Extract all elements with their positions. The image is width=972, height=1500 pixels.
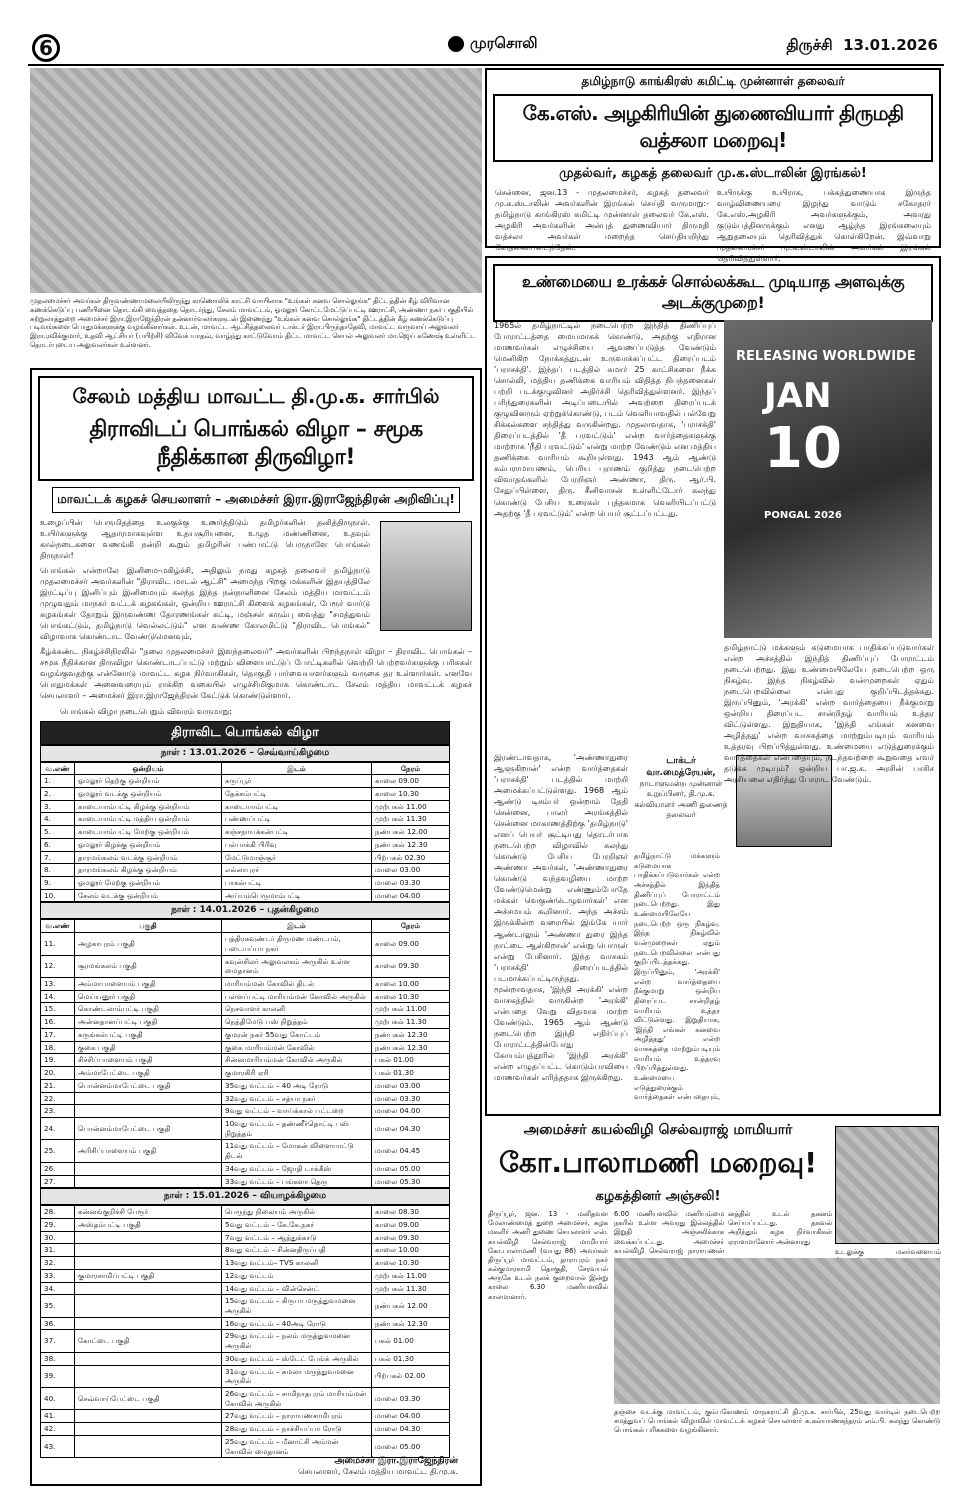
- table-cell: மாலை 05.00: [372, 1435, 450, 1457]
- table-cell: 38.: [41, 1352, 75, 1365]
- doctor-info: [632, 755, 730, 820]
- table-cell: முற்பகல் 11.30: [372, 1282, 450, 1295]
- table-cell: 41.: [41, 1410, 75, 1423]
- salem-intro: [32, 517, 480, 717]
- table-cell: 25வது வட்டம் – மீனாட்சி அம்மன் கோவில் மைதானம்: [222, 1435, 372, 1457]
- masthead: [28, 30, 944, 66]
- table-cell: [75, 1435, 222, 1457]
- table-cell: 14.: [41, 990, 75, 1003]
- salem-paragraph2: பொங்கல் என்றாலே இனிமை-மகிழ்ச்சி, அதிலும் நமது கழகத் தலைவர் தமிழ்நாடு முதலமைச்சர் அவர்களின் "திராவிட மாடல் ஆட்சி" அமைந்த பிறகு மக்களின் இதயத்திலே இரட்டிப்பு இனிப்பும் இனிமையும் கலந்த இந்த நன்நாளினை சேலம் மத்திய மாவட்டம் முழுவதும் மாநகர் வட்டக் கழகங்கள், ஒன்றிய ஊராட்சி கிளைக் கழகங்கள், பேரூர் வார்டு கழகங்கள் தோறும் இருவண்ண தோரணங்கள் கட்டி, மஞ்சள் கரும்பு வைத்து "சமத்துவம் பொங்கட்டும், தமிழ்நாடு வெல்லட்டும்" என வண்ண கோலமிட்டு "திராவிட பொங்கல்" விழாவாக கொண்டாட வேண்டுமெனவும்,: [40, 566, 370, 642]
- table-cell: நண்பகல் 12.30: [372, 838, 450, 851]
- table-cell: குமாரகிரி ஏரி: [222, 1067, 372, 1080]
- table-cell: [75, 1162, 222, 1175]
- table-cell: 13வது வட்டம்– TVS காலனி: [222, 1257, 372, 1270]
- table-row: [41, 1117, 450, 1139]
- table-cell: முற்பகல் 11.00: [372, 800, 450, 813]
- table-cell: 29வது வட்டம் – நலம் மருத்துவமனை அருகில்: [222, 1330, 372, 1352]
- table-row: [41, 1028, 450, 1041]
- parasakthi-col-mid: தமிழ்நாட்டு மக்களும் கடுமையாக பாதிக்கப்படுவார்கள் என்ற அச்சத்தில் இந்தித் திணிப்புப் போராட்டம் நடைபெற்றது. இது உண்மையிலேயே நடைபெற்ற ஒரு நிகழ்வு. இந்த நிகழ்வில் வன்முறைகள் ஏதும் நடைபெறவில்லை என்பது குறிப்பிடத்தக்கது. இருப்பினும், 'அரக்கி' என்ற வார்த்தையை நீக்குமாறு ஒன்றிய திரைப்பட சான்றிதழ் வாரியம் உத்தர விட்டுள்ளது. இறுதியாக, 'இந்தி எங்கள் கனவை அழித்தது' என்ற வாசகத்தை மாற்றும்படியும் வாரியம் உத்தரவு பிறப்பித்துள்ளது. உண்மையை எடுத்துரைக்கும் வார்த்தைகள் என்பதையும்,: [634, 852, 720, 1102]
- doctor-name: வா.மைத்ரேயன்,: [646, 768, 716, 779]
- table-cell: 28வது வட்டம் – நாச்சியப்பா ரோடு: [222, 1423, 372, 1436]
- congress-title: கே.எஸ். அழகிரியின் துணைவியார் திருமதி வத்சலா மறைவு!: [493, 94, 933, 162]
- table-cell: 16.: [41, 1016, 75, 1029]
- salem-paragraph3: கீழ்க்கண்ட நிகழ்ச்சிநிரலில் "தலை முதலமைச்சர் இளந்தலைவர்" அவர்களின் பிறந்தநாள் விழா – திராவிட பொங்கல் – சமூக நீதிக்கான திருவிழா கொண்டாடப்பட்டு மற்றும் விளையாட்டுப் போட்டிகளில் வெற்றி பெற்றவர்களுக்கு பரிசுகள் வழங்குவதற்கு என்னோடு மாவட்ட கழக நிர்வாகிகள், தொகுதி பார்வையாளர்களும் வருகை தர உள்ளார்கள். எனவே பொதுமக்கள் அனைவரையும் ராக்கிற வகையில் எழுச்சிமிகுமாக கொண்டாட சேலம் மத்திய மாவட்டக் கழகச் செயலாளர் – அமைச்சர் இரா.இராஜேந்திரன் கேட்டுக் கொண்டுள்ளார்.: [40, 647, 472, 701]
- salem-heading2: திராவிடப் பொங்கல் விழா – சமூக நீதிக்கான திருவிழா!: [89, 417, 423, 470]
- table-cell: செவ்வாய்பேட்டை பகுதி: [75, 1388, 222, 1410]
- table-cell: 39.: [41, 1365, 75, 1387]
- table-cell: 9வது வட்டம் – வாய்க்கால் பட்டறை: [222, 1105, 372, 1118]
- table-cell: பண்ணப்பட்டி: [222, 813, 372, 826]
- table-cell: முற்பகல் 11.00: [372, 1003, 450, 1016]
- table-cell: குமாரசாமிப்பட்டி பகுதி: [75, 1269, 222, 1282]
- table-cell: சூரமங்கலம் பகுதி: [75, 955, 222, 977]
- table-row: [41, 889, 450, 902]
- table-cell: சேலம் வடக்கு ஒன்றியம்: [75, 889, 222, 902]
- schedule-header-row: [41, 920, 450, 933]
- schedule-day-label: நாள் : 13.01.2026 – செவ்வாய்கிழமை: [40, 745, 450, 762]
- table-cell: கன்னங்குறிச்சி பேரூர்: [75, 1206, 222, 1219]
- table-cell: 14வது வட்டம் – வின்சென்ட்: [222, 1282, 372, 1295]
- table-cell: நண்பகல் 12.30: [372, 1041, 450, 1054]
- table-cell: காலை 09.00: [372, 933, 450, 955]
- table-cell: 11.: [41, 933, 75, 955]
- table-cell: பகல் 01.00: [372, 1330, 450, 1352]
- obituary-col3: னத்தில் உடல் தகனம் செய்யப்பட்டது. தகவல் அறிந்தும் கழக நிர்வாகிகள் ஏராளமானோர் அன்னாரது: [728, 1210, 832, 1246]
- schedule-header-cell: வ.எண்: [41, 762, 75, 775]
- table-cell: 37.: [41, 1330, 75, 1352]
- table-cell: சின்னமாரியம்மன் கோவில் அருகில்: [222, 1054, 372, 1067]
- table-cell: மாலை 04.00: [372, 889, 450, 902]
- table-cell: கருங்கல்பட்டி பகுதி: [75, 1028, 222, 1041]
- table-cell: 32.: [41, 1257, 75, 1270]
- table-cell: 8வது வட்டம் – சின்னதிருப்பதி: [222, 1244, 372, 1257]
- table-cell: முற்பகல் 11.30: [372, 1016, 450, 1029]
- signature-role: செயலாளர், சேலம் மத்திய மாவட்ட தி.மு.க.: [298, 1467, 458, 1477]
- table-cell: காலை 10.30: [372, 1257, 450, 1270]
- congress-subtitle: முதல்வர், கழகத் தலைவர் மு.க.ஸ்டாலின் இரங்கல்!: [559, 166, 867, 181]
- table-cell: பகல் 01.00: [372, 1054, 450, 1067]
- schedule-day-label: நாள் : 14.01.2026 – புதன்கிழமை: [40, 902, 450, 919]
- table-cell: 34.: [41, 1282, 75, 1295]
- table-cell: மாரியம்மன் கோவில் திடல்: [222, 978, 372, 991]
- table-row: [41, 1423, 450, 1436]
- signature: [298, 1455, 458, 1478]
- table-cell: காலை 09.00: [372, 1218, 450, 1231]
- table-cell: 33வது வட்டம் – பங்களா தெரு: [222, 1175, 372, 1188]
- table-cell: 12.: [41, 955, 75, 977]
- table-cell: பாகல்பட்டி: [222, 877, 372, 890]
- table-cell: நண்பகல் 12.00: [372, 1295, 450, 1317]
- table-cell: அழகாபுரம் பகுதி: [75, 933, 222, 955]
- table-cell: காலை 10.00: [372, 1244, 450, 1257]
- schedule-table: [40, 762, 450, 903]
- table-cell: காடையாம்பட்டி கிழக்கு ஒன்றியம்: [75, 800, 222, 813]
- doctor-role: நாடாளுமன்ற முன்னாள் உறுப்பினர், தி.மு.க. கல்வியாளர் அணி துணைத் தலைவர்: [634, 779, 728, 819]
- table-cell: 21.: [41, 1079, 75, 1092]
- table-row: [41, 1140, 450, 1162]
- table-row: [41, 1162, 450, 1175]
- poster-month: JAN: [764, 376, 832, 416]
- table-row: [41, 1054, 450, 1067]
- table-cell: 1.: [41, 775, 75, 788]
- table-cell: பிற்பகல் 02.30: [372, 851, 450, 864]
- table-cell: அன்னதானப்பட்டி பகுதி: [75, 1016, 222, 1029]
- schedule-table: [40, 919, 450, 1188]
- table-cell: [75, 1257, 222, 1270]
- parasakthi-col-left: 1965ல் தமிழ்நாட்டில் நடைபெற்ற இந்தித் திணிப்புப் போராட்டத்தை மையமாகக் கொண்டு, அதற்கு எதிரான மாணவர்கள் எழுச்சியை ஆவணப்படுத்த வேண்டும் மெனிகிற நோக்கத்துடன் உருவாக்கப்பட்ட திரைப்படம் 'பராசக்தி'. இந்தப் படத்தில் சுமார் 25 காட்சிகளை நீக்க சொல்லி, மத்திய தணிக்கை வாரியம் விதித்த நிபந்தனைகள் பற்றி படக்குழுவினர் அதிர்ச்சி தெரிவித்துள்ளனர். இந்தப் பரிந்துரைகளின் அடிப்படையில் அவற்றை திரைப்படக் குழுவினரும் ஏற்றுக்கொண்டு, படம் வெளியாவதில் பல்வேறு சிக்கல்களை சந்தித்து வருகின்றது. முதலாவதாக, 'பராசக்தி' திரைப்படத்தில் 'தீ பரவட்டும்' என்ற வார்த்தைகளுக்கு மாற்றாக 'நீதி பரவட்டும்' என்று மாற்ற வேண்டும் என மத்திய தணிக்கை வாரியம் கூறியுள்ளது. 1943 ஆம் ஆண்டு கம்பராமாயணம், பெரிய புராணம் குறித்து நடைபெற்ற விவாதங்களில் பேரறிஞர் அண்ணா, திரு. ஆர்.பி. சேதுப்பிள்ளை, திரு. சீனிவாசன் உள்ளிட்டோர் கலந்து கொண்டு பேசிய உரைகள் புத்தகமாக வெளியிடப்பட்டு அதற்கு 'தீ பரவட்டும்' என்ற பெயர் சூட்டப்பட்டது.: [494, 321, 716, 518]
- table-cell: 43.: [41, 1435, 75, 1457]
- congress-col1: சென்னை, ஜன.13 - முதலமைச்சர், கழகத் தலைவர் மு.க.ஸ்டாலின் அவர்களின் இரங்கல் செய்தி வருமாறு:- தமிழ்நாடு காங்கிரஸ் கமிட்டி முன்னாள் தலைவர் கே.எஸ். அழகிரி அவர்களின் அன்புத் துணைவியார் திருமதி வத்சலா அவர்கள் மறைந்த செய்தியறிந்து வேதனையடைந்தேன்.: [495, 188, 709, 253]
- table-cell: 36.: [41, 1317, 75, 1330]
- salem-pongal-announcement: [30, 368, 482, 1486]
- table-cell: 19.: [41, 1054, 75, 1067]
- table-row: [41, 838, 450, 851]
- table-row: [41, 787, 450, 800]
- table-cell: 22.: [41, 1092, 75, 1105]
- table-row: [41, 1244, 450, 1257]
- table-row: [41, 1218, 450, 1231]
- table-cell: கோட்டை பகுதி: [75, 1330, 222, 1352]
- table-cell: 30.: [41, 1231, 75, 1244]
- table-row: [41, 933, 450, 955]
- alagiri-wife-condolence: [485, 68, 941, 264]
- obituary-subtitle: கழகத்தினர் அஞ்சலி!: [595, 1189, 721, 1204]
- table-row: [41, 826, 450, 839]
- table-row: [41, 1330, 450, 1352]
- parasakthi-col-left2: இரண்டாவதாக, 'அண்ணாதுரை ஆளுகிறான்' என்ற வார்த்தைகள் 'பராசக்தி' படத்தில் மாற்றி அமைக்கப்பட்டுள்ளது. 1968 ஆம் ஆண்டு டிசம்பர் ஒன்றாம் தேதி சென்னை, பாலர் அரங்கத்தில் சென்னை மாகாணத்திற்கு 'தமிழ்நாடு' எனப் பெயர் சூட்டியது தொடர்பாக நடைபெற்ற விழாவில் கலந்து கொண்டு பேசிய பேரறிஞர் அண்ணா அவர்கள், 'அண்ணாதுரை கொண்டு வந்தவழியை மாற்ற வேண்டுமென்று எண்ணும்போதே மக்கள் வெகுண்டெழுவார்கள்' என அச்சமயம் கூறினார். அந்த அச்சம் இருக்கின்ற வரையில் இங்கே யார் ஆண்டாலும் 'அண்ணா துரை இந்த நாட்டை ஆள்கிறான்' என்று பொருள் என்று பேசினார். இந்த வாசகம் 'பராசக்தி' திரைப்படத்தில் படமாக்கப்பட்டிருந்தது. மூன்றாவதாக, 'இந்தி அரக்கி' என்ற வாசகத்தில் வருகின்ற 'அரக்கி' என்பதை வேறு விதமாக மாற்ற வேண்டும். 1965 ஆம் ஆண்டு நடைபெற்ற இந்தி எதிர்ப்புப் போராட்டத்தின்போது கோயம்புத்தூரில் 'இந்தி அரக்கி' என்ற எழுதப்பட்ட கொடும்பாவியை மாணவர்கள் எரித்ததாக இருக்கிறது.: [494, 753, 628, 1082]
- schedule-header-cell: ஒன்றியம்: [75, 762, 222, 775]
- table-cell: பொன்னம்மாபேட்டை பகுதி: [75, 1079, 222, 1092]
- table-cell: எல்லாபுரர்: [222, 864, 372, 877]
- table-cell: [75, 1175, 222, 1188]
- table-cell: அரிசிப்பாளையம் பகுதி: [75, 1140, 222, 1162]
- table-row: [41, 1365, 450, 1387]
- table-cell: 16வது வட்டம் – 40அடி ரோடு: [222, 1317, 372, 1330]
- table-cell: காலை 10.30: [372, 990, 450, 1003]
- salem-heading1: சேலம் மத்திய மாவட்ட தி.மு.க. சார்பில்: [72, 384, 440, 408]
- table-cell: 27வது வட்டம் – நாராயணசாமிபுரம்: [222, 1410, 372, 1423]
- table-cell: மாலை 03.30: [372, 1388, 450, 1410]
- poster-release-text: RELEASING WORLDWIDE: [736, 349, 916, 364]
- table-cell: 31.: [41, 1244, 75, 1257]
- table-cell: மாலை 03.00: [372, 864, 450, 877]
- salem-paragraph1: உழைப்பின் பெருமிதத்தை உலகுக்கு உணர்த்திடும் தமிழர்களின் தனித்திருநாள். உயிர்களுக்கு ஆதாரமாகவுள்ள உதயசூரியனை, உழுத மண்ணினை, உதவும் கால்நடைகளை வணங்கி நன்றி கூறும் தமிழரின் பண்பாட்டு பெருநாளே பொங்கல் திருநாள்!: [40, 518, 370, 561]
- table-cell: 8.: [41, 864, 75, 877]
- balamani-photo: [835, 1126, 939, 1244]
- dateline: [786, 36, 938, 56]
- table-row: [41, 978, 450, 991]
- poster-date: [764, 376, 842, 481]
- brand: [448, 34, 538, 54]
- table-cell: பொன்னம்மாபேட்டை பகுதி: [75, 1117, 222, 1139]
- table-cell: காடையாம்பட்டி மத்திய ஒன்றியம்: [75, 813, 222, 826]
- table-cell: நெத்திமேடு பஸ் நிறுத்தம்: [222, 1016, 372, 1029]
- table-cell: குகை பகுதி: [75, 1041, 222, 1054]
- table-cell: மாலை 04.30: [372, 1423, 450, 1436]
- table-cell: மாலை 05.30: [372, 1175, 450, 1188]
- table-cell: நண்பகல் 12.30: [372, 1028, 450, 1041]
- table-cell: ஓமலூர் கிழக்கு ஒன்றியம்: [75, 838, 222, 851]
- table-cell: 33.: [41, 1269, 75, 1282]
- table-cell: 24.: [41, 1117, 75, 1139]
- table-cell: தேக்கம்பட்டி: [222, 787, 372, 800]
- table-row: [41, 1257, 450, 1270]
- table-cell: ஓமலூர் வடக்கு ஒன்றியம்: [75, 787, 222, 800]
- doctor-label: டாக்டர்: [666, 756, 696, 766]
- survey-photo-caption: முதலமைச்சர் அவர்கள் திருவண்ணாமலையிலிருந்து காணொலிக் காட்சி வாயிலாக "உங்கள் கனவ சொல்லுங்க" திட்டத்தின் கீழ் விரிவான கணக்கெடுப்பு பணியினை தொடங்கி வைத்ததை தொடர்ந்து, சேலம் மாவட்டம், ஓமலூர் கோட்டமேட்டுப்பட்டி ஊராட்சி, அண்ணா நகர் பகுதியில் சுற்றுலாத்துறை அமைச்சர் இரா.இராஜேந்திரன் தன்னார்வலர்களுடன் இணைந்து "உங்கள் கனவ சொல்லுங்க" திட்டத்தின் கீழ் கணக்கெடுப்பு படிவங்களை பொதுமக்களுக்கு வழங்கினார்கள். உடன், மாவட்ட ஆட்சித்தலைவர் டாக்டர் இரா.பிருந்தாதேவி, மாவட்ட வருவாய் அலுவலர் இரா.ரவிக்குமார், உதவி ஆட்சியர் (பயிற்சி) விவேக் யாதவ், வாழ்ந்து காட்டுவோம் திட்ட மாவட்ட செயல் அலுவலர் மா.ஜெய் கணேஷ் உள்ளிட்ட தொடர்புடைய அலுவலர்கள் உள்ளனர்.: [30, 297, 476, 350]
- table-cell: 13.: [41, 978, 75, 991]
- table-row: [41, 1388, 450, 1410]
- table-cell: காலை 10.00: [372, 978, 450, 991]
- table-row: [41, 1175, 450, 1188]
- table-cell: 20.: [41, 1067, 75, 1080]
- table-cell: 17.: [41, 1028, 75, 1041]
- table-cell: கஞ்சநாயக்கன்பட்டி: [222, 826, 372, 839]
- table-cell: [75, 1244, 222, 1257]
- table-cell: 25.: [41, 1140, 75, 1162]
- table-row: [41, 1092, 450, 1105]
- schedule-day-label: நாள் : 15.01.2026 – வியாழக்கிழமை: [40, 1188, 450, 1205]
- schedule-header-row: [41, 762, 450, 775]
- minister-portrait: [380, 521, 472, 631]
- table-cell: நெசவாளர் காலனி: [222, 1003, 372, 1016]
- table-cell: 34வது வட்டம் – ஜோதி டாக்கீஸ்: [222, 1162, 372, 1175]
- table-cell: அய்யம்பெருமாம்பட்டி: [222, 889, 372, 902]
- table-cell: [75, 1317, 222, 1330]
- table-cell: 2.: [41, 787, 75, 800]
- table-cell: அஸ்தம்பட்டி பகுதி: [75, 1218, 222, 1231]
- table-cell: 26வது வட்டம் – சாமிநாதபுரம் மாரியம்மன் கோவில் அருகில்: [222, 1388, 372, 1410]
- obituary-heading: அமைச்சர் கயல்விழி செல்வராஜ் மாமியார்: [523, 1122, 793, 1138]
- table-cell: 9.: [41, 877, 75, 890]
- table-cell: கவுன்சிலர் அலுவலகம் அருகில் உள்ள மைதானம்: [222, 955, 372, 977]
- salem-paragraph4: பொங்கல் விழா நடைபெறும் விவரம் வருமாறு:: [60, 706, 232, 716]
- table-cell: 32வது வட்டம் – சத்யா நகர்: [222, 1092, 372, 1105]
- schedule-table: [40, 1205, 450, 1458]
- table-row: [41, 877, 450, 890]
- obituary-col1: திருப்பூர், ஜன. 13 - மனிதவள மேலாண்மைத் துறை அமைச்சர், கழக மகளிர் அணி துணை செயலாளர் என். கயல்விழி செல்வராஜ் மாமியார் கோ.பாலாமணி (வயது 86) அவர்கள் திருப்பூர் மாவட்டம், தாராபுரம் நகர் கல்குமாரசாமி தொகுதி, சேரவயல் அருகே உடல் நலக் குறைவால் இன்று காலை 6.30 மணியளவில் காலமானார்.: [488, 1210, 608, 1301]
- edition-date: 13.01.2026: [843, 36, 938, 54]
- table-cell: மாலை 04.00: [372, 1410, 450, 1423]
- group-photo-caption: தஞ்சை வடக்கு மாவட்டம், கும்பகோணம் மாநகராட்சி தி.மு.க. சார்பில், 25வது வார்டில் நடைபெற்ற சமத்துவப் பொங்கல் விழாவில் மாவட்டக் கழகச் செயலாளர் சு.கல்யாணசுந்தரம் எம்.பி. கலந்து கொண்டு பொங்கல் பரிசுகளை வழங்கினார்.: [614, 1408, 940, 1435]
- table-cell: பள்ளப்பட்டி மாரியம்மன் கோவில் அருகில்: [222, 990, 372, 1003]
- table-cell: 6.: [41, 838, 75, 851]
- table-row: [41, 775, 450, 788]
- poster-day: 10: [764, 416, 842, 481]
- table-cell: [75, 1295, 222, 1317]
- table-cell: முற்பகல் 11.30: [372, 813, 450, 826]
- table-cell: 23.: [41, 1105, 75, 1118]
- table-cell: பல்பாக்கி பிரிவு: [222, 838, 372, 851]
- salem-header: [38, 376, 474, 481]
- edition-city: திருச்சி: [786, 36, 833, 54]
- poster-subtext: PONGAL 2026: [764, 510, 842, 521]
- table-cell: நண்பகல் 12.30: [372, 1317, 450, 1330]
- table-cell: 40.: [41, 1388, 75, 1410]
- group-photo: [614, 1258, 940, 1404]
- table-cell: [75, 1423, 222, 1436]
- table-cell: 15.: [41, 1003, 75, 1016]
- schedule-title: திராவிட பொங்கல் விழா: [40, 721, 450, 745]
- table-cell: காடையாம்பட்டி மேற்கு ஒன்றியம்: [75, 826, 222, 839]
- table-cell: 7.: [41, 851, 75, 864]
- table-cell: கருப்பூர்: [222, 775, 372, 788]
- table-cell: காலை 09.30: [372, 955, 450, 977]
- table-row: [41, 1295, 450, 1317]
- table-cell: அம்மாபாளையம் பகுதி: [75, 978, 222, 991]
- table-cell: [75, 1231, 222, 1244]
- table-cell: காலை 09.00: [372, 775, 450, 788]
- table-row: [41, 1206, 450, 1219]
- table-cell: மாலை 03.30: [372, 877, 450, 890]
- table-cell: ஓமலூர் தெற்கு ஒன்றியம்: [75, 775, 222, 788]
- schedule-header-cell: பகுதி: [75, 920, 222, 933]
- table-cell: 10வது வட்டம் – தண்ணீர்தொட்டி பஸ் நிறுத்தம்: [222, 1117, 372, 1139]
- table-cell: பகல் 01.30: [372, 1352, 450, 1365]
- table-cell: குமரன் நகர் 55வது கோட்டம்: [222, 1028, 372, 1041]
- table-cell: காலை 10.30: [372, 787, 450, 800]
- table-cell: [75, 1092, 222, 1105]
- table-cell: 28.: [41, 1206, 75, 1219]
- congress-col2: உயிருக்கு உயிராக, பக்கத்துணையாக இருந்த வாழ்விணையரை இழந்து வாடும் சகோதரர் கே.எஸ்.அழகிரி அவர்களுக்கும், அவரது குடும்பத்தினருக்கும் எனது ஆழ்ந்த இரங்கலையும் ஆறுதலையும் தெரிவித்துக் கொள்கிறேன். இவ்வாறு முதலமைச்சர் மு.க.ஸ்டாலின் அவர்கள் இரங்கல் தெரிவித்துள்ளார்.: [717, 188, 931, 264]
- table-row: [41, 1079, 450, 1092]
- congress-body: [487, 187, 939, 264]
- table-row: [41, 1282, 450, 1295]
- table-row: [41, 1317, 450, 1330]
- table-cell: [75, 1352, 222, 1365]
- table-cell: 31வது வட்டம் – கமலா மருத்துவமனை அருகில்: [222, 1365, 372, 1387]
- table-row: [41, 1003, 450, 1016]
- table-cell: முற்பகல் 11.00: [372, 1269, 450, 1282]
- table-cell: 7வது வட்டம் – ஆத்துக்காடு: [222, 1231, 372, 1244]
- table-row: [41, 813, 450, 826]
- table-cell: பெருந்து நிலையம் அருகில்: [222, 1206, 372, 1219]
- schedule-header-cell: இடம்: [222, 920, 372, 933]
- table-cell: பகல் 01.30: [372, 1067, 450, 1080]
- table-cell: தாரமங்கலம் வடக்கு ஒன்றியம்: [75, 851, 222, 864]
- table-cell: காலை 09.30: [372, 1231, 450, 1244]
- table-cell: 5.: [41, 826, 75, 839]
- table-cell: காலை 08.30: [372, 1206, 450, 1219]
- schedule: [32, 745, 480, 1459]
- table-cell: பிற்பகல் 02.00: [372, 1365, 450, 1387]
- page-number: 6: [32, 34, 60, 62]
- table-cell: 42.: [41, 1423, 75, 1436]
- table-cell: [75, 1282, 222, 1295]
- table-cell: 29.: [41, 1218, 75, 1231]
- schedule-header-cell: நேரம்: [372, 762, 450, 775]
- rooster-logo-icon: [448, 36, 464, 52]
- table-cell: புத்திரகவுண்டர் திருமண மண்டபம், படையப்பா நகர்: [222, 933, 372, 955]
- table-cell: 12வது வட்டம்: [222, 1269, 372, 1282]
- table-cell: 11வது வட்டம் – மோகன் விளையாட்டு திடல்: [222, 1140, 372, 1162]
- congress-kicker: தமிழ்நாடு காங்கிரஸ் கமிட்டி முன்னாள் தலைவர்: [581, 74, 845, 88]
- table-row: [41, 1269, 450, 1282]
- table-cell: 27.: [41, 1175, 75, 1188]
- table-row: [41, 1041, 450, 1054]
- balamani-photo-caption: உடலுக்கு மலர்வளையம்: [835, 1248, 941, 1256]
- table-row: [41, 955, 450, 977]
- obituary-title: கோ.பாலாமணி மறைவு!: [499, 1146, 817, 1179]
- table-cell: தாரமங்கலம் கிழக்கு ஒன்றியம்: [75, 864, 222, 877]
- table-cell: மெய்யனூர் பகுதி: [75, 990, 222, 1003]
- signature-name: அமைச்சர் இரா.இராஜேந்திரன்: [334, 1456, 458, 1467]
- table-cell: மாலை 03.30: [372, 1092, 450, 1105]
- survey-photo: [30, 68, 482, 293]
- table-row: [41, 990, 450, 1003]
- table-cell: [75, 1365, 222, 1387]
- table-cell: 35வது வட்டம் – 40 அடி ரோடு: [222, 1079, 372, 1092]
- table-row: [41, 864, 450, 877]
- table-cell: மாலை 04.00: [372, 1105, 450, 1118]
- table-cell: 15வது வட்டம் – கிருபா மருத்துவமனை அருகில்: [222, 1295, 372, 1317]
- table-cell: 4.: [41, 813, 75, 826]
- table-cell: மாலை 04.30: [372, 1117, 450, 1139]
- obituary-col2: 6.00 மணியளவில் மணியம்மை நகரில் உள்ள அவரது இல்லத்தில் இறுதி அஞ்சலிக்காக வைக்கப்பட்டது. அமைச்சர் கயல்விழி செல்வராஜ் நாராயணன்: [614, 1210, 724, 1255]
- table-cell: மாலை 03.00: [372, 1079, 450, 1092]
- table-cell: காடையாம்பட்டி: [222, 800, 372, 813]
- table-cell: [75, 1410, 222, 1423]
- schedule-header-cell: வ.எண்: [41, 920, 75, 933]
- table-cell: 26.: [41, 1162, 75, 1175]
- movie-poster: [724, 320, 932, 638]
- table-row: [41, 1105, 450, 1118]
- table-cell: [75, 1105, 222, 1118]
- salem-heading3: மாவட்டக் கழகச் செயலாளர் – அமைச்சர் இரா.இராஜேந்திரன் அறிவிப்பு!: [52, 487, 460, 513]
- table-row: [41, 800, 450, 813]
- table-cell: 5வது வட்டம் – கே.கே.நகர்: [222, 1218, 372, 1231]
- table-cell: கொண்டலாம்பட்டி பகுதி: [75, 1003, 222, 1016]
- table-row: [41, 851, 450, 864]
- table-cell: 18.: [41, 1041, 75, 1054]
- table-cell: 30வது வட்டம் – ஸ்டேட் பேங்க் அருகில்: [222, 1352, 372, 1365]
- table-cell: ஓமலூர் மேற்கு ஒன்றியம்: [75, 877, 222, 890]
- brand-name: முரசொலி: [470, 34, 538, 52]
- table-cell: மேட்டுமாஞ்சூர்: [222, 851, 372, 864]
- table-cell: குகை மாரியம்மன் கோவில்: [222, 1041, 372, 1054]
- table-row: [41, 1231, 450, 1244]
- table-cell: மாலை 04.45: [372, 1140, 450, 1162]
- parasakthi-col-right: தமிழ்நாட்டு மக்களும் கடுமையாக பாதிக்கப்படுவார்கள் என்ற அச்சத்தில் இந்தித் திணிப்புப் போராட்டம் நடைபெற்றது. இது உண்மையிலேயே நடைபெற்ற ஒரு நிகழ்வு. இந்த நிகழ்வில் வன்முறைகள் ஏதும் நடைபெறவில்லை என்பது குறிப்பிடத்தக்கது. இருப்பினும், 'அரக்கி' என்ற வார்த்தையை நீக்குமாறு ஒன்றிய திரைப்பட சான்றிதழ் வாரியம் உத்தர விட்டுள்ளது. இறுதியாக, 'இந்தி எங்கள் கனவை அழித்தது' என்ற வாசகத்தை மாற்றும்படியும் வாரியம் உத்தரவு பிறப்பித்துள்ளது. உண்மையை எடுத்துரைக்கும் வார்த்தைகள் என்பதையும், நடந்தவற்றை கூறுவதை எவர் தடுக்க முடியும்? ஒன்றிய பா.ஜ.க. அரசின் பாசிச அரசியலை எதிர்த்து போராட வேண்டும்.: [724, 643, 934, 785]
- table-row: [41, 1352, 450, 1365]
- table-cell: மாலை 05.00: [372, 1162, 450, 1175]
- table-cell: சிச்சிப்பாளையம் பகுதி: [75, 1054, 222, 1067]
- table-row: [41, 1067, 450, 1080]
- table-cell: அம்மாபேட்டை பகுதி: [75, 1067, 222, 1080]
- table-cell: 35.: [41, 1295, 75, 1317]
- table-cell: 10.: [41, 889, 75, 902]
- table-cell: நண்பகல் 12.00: [372, 826, 450, 839]
- table-cell: 3.: [41, 800, 75, 813]
- table-row: [41, 1410, 450, 1423]
- table-row: [41, 1016, 450, 1029]
- parasakthi-title: உண்மையை உரக்கச் சொல்லக்கூட முடியாத அளவுக்கு அடக்குமுறை!: [493, 264, 933, 322]
- schedule-header-cell: இடம்: [222, 762, 372, 775]
- schedule-header-cell: நேரம்: [372, 920, 450, 933]
